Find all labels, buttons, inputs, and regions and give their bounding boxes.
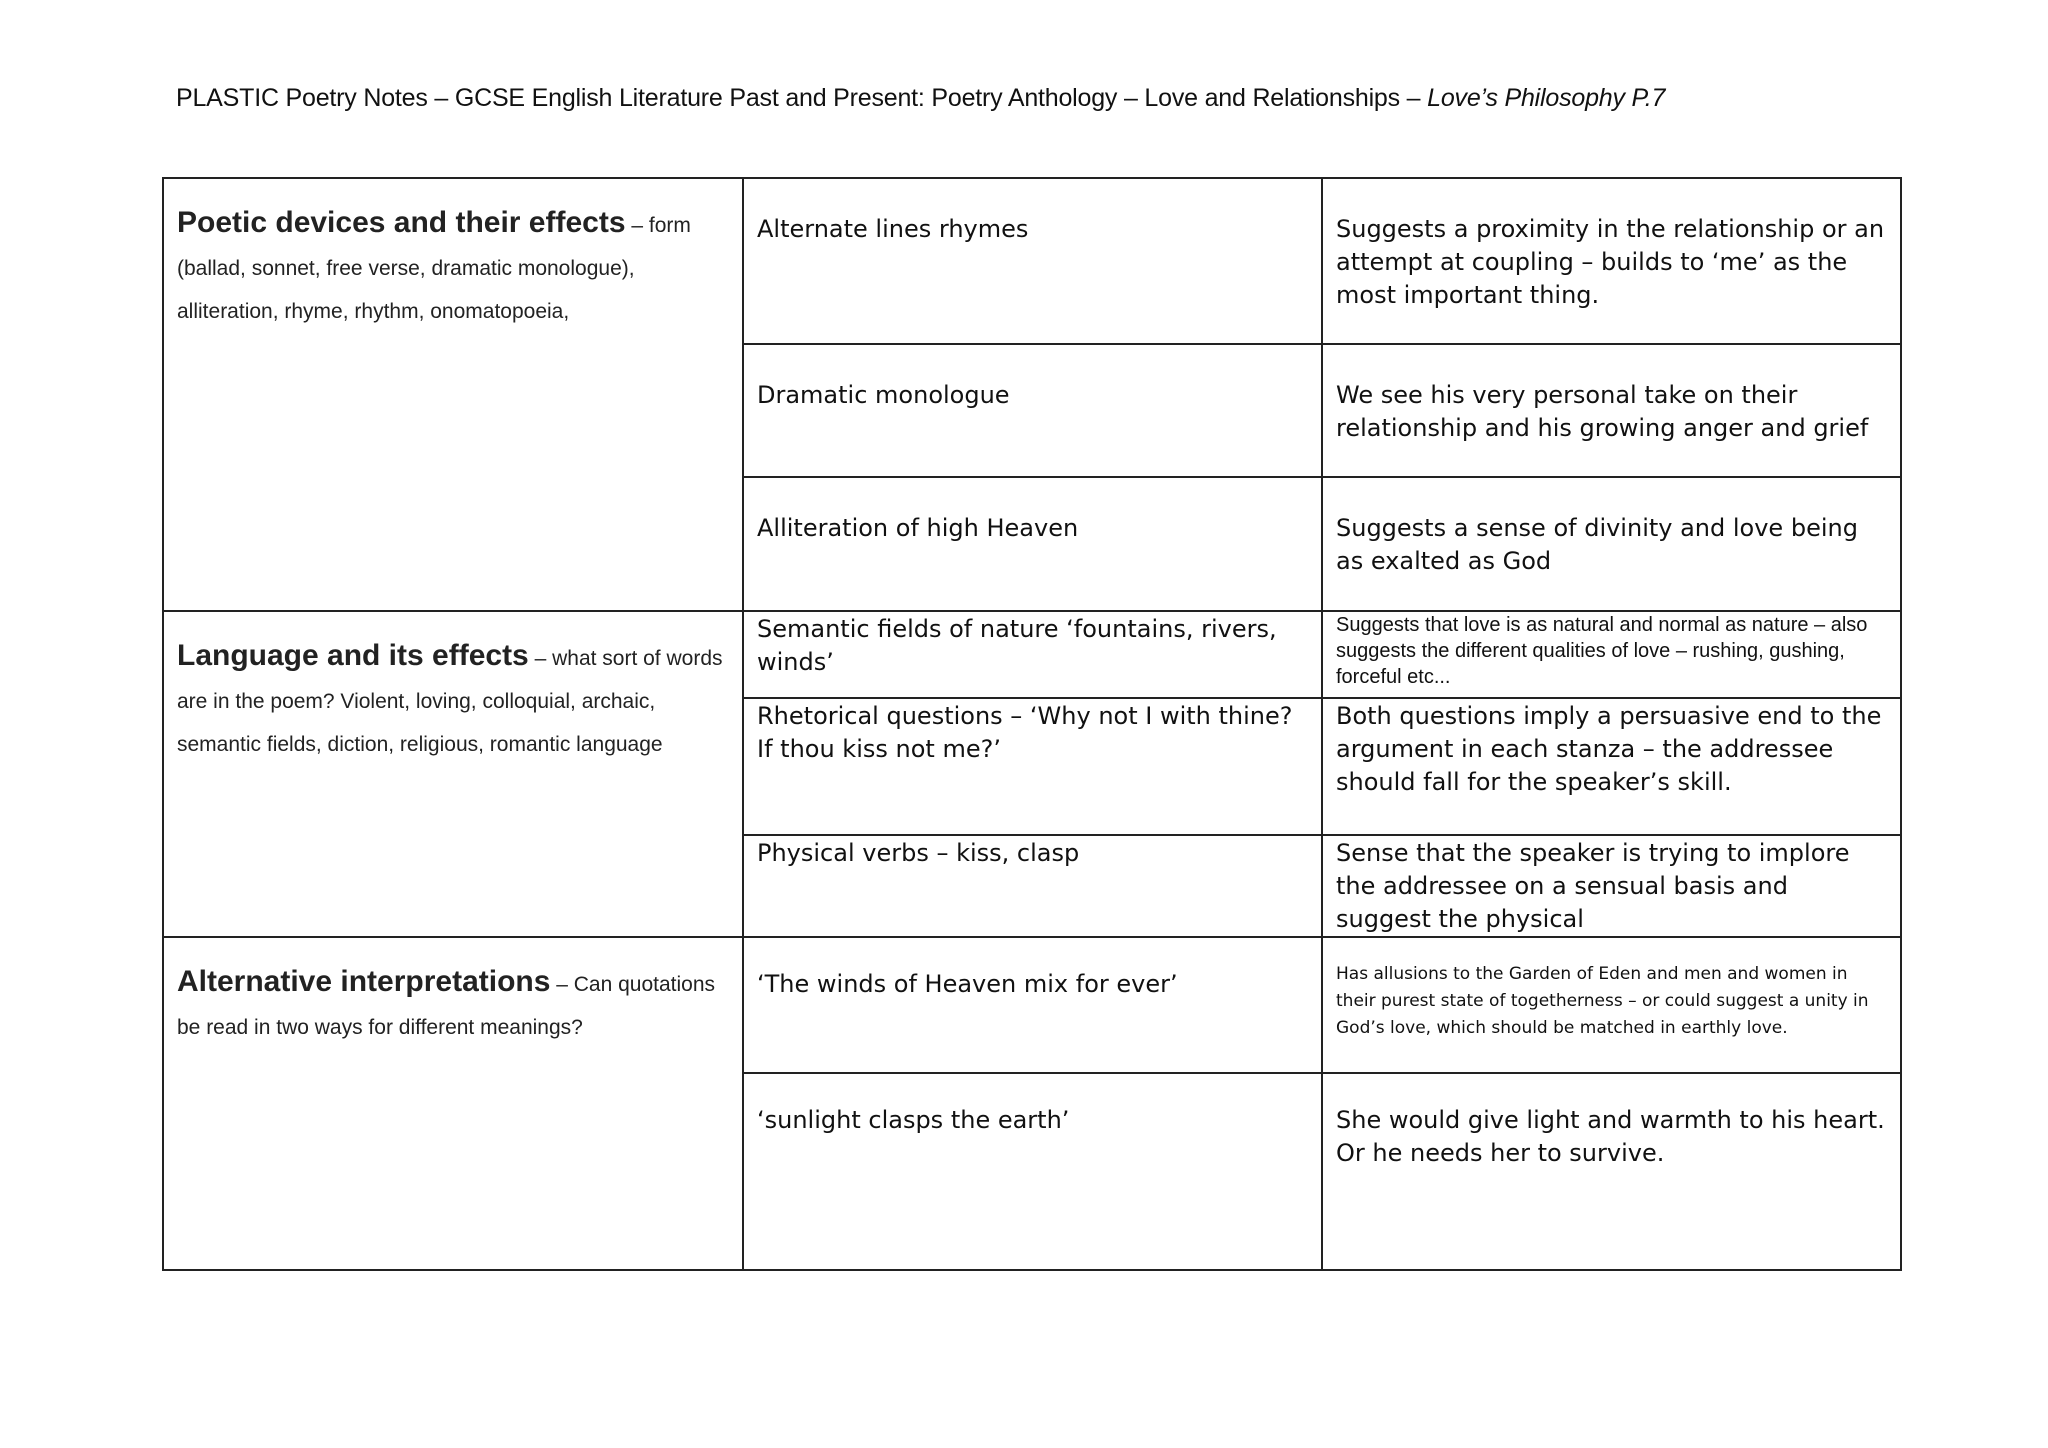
effect-cell [1322, 937, 1901, 1073]
feature-text: ‘The winds of Heaven mix for ever’ [757, 970, 1178, 998]
feature-text: Alternate lines rhymes [757, 215, 1029, 243]
effect-text: Suggests a sense of divinity and love being as exalted as God [1336, 514, 1858, 575]
effect-cell [1322, 698, 1901, 835]
header-poem-title: Love’s Philosophy P.7 [1427, 84, 1666, 112]
feature-cell [743, 178, 1322, 344]
table-row [163, 611, 1901, 698]
feature-text: Alliteration of high Heaven [757, 514, 1079, 542]
effect-text: Suggests a proximity in the relationship or an attempt at coupling – builds to ‘me’ as the most important thing. [1336, 215, 1885, 309]
effect-cell [1322, 1073, 1901, 1270]
feature-cell [743, 835, 1322, 937]
section-description: – what sort of words are in the poem? Violent, loving, colloquial, archaic, semantic fields, diction, religious, romantic language [177, 647, 723, 756]
effect-text: Suggests that love is as natural and normal as nature – also suggests the different qualities of love – rushing, gushing, forceful etc... [1336, 614, 1868, 688]
effect-cell [1322, 344, 1901, 477]
feature-text: Rhetorical questions – ‘Why not I with thine? If thou kiss not me?’ [757, 702, 1293, 763]
effect-text: Sense that the speaker is trying to implore the addressee on a sensual basis and suggest the physical [1336, 839, 1850, 933]
section-heading: Language and its effects [177, 639, 529, 672]
section-description: – Can quotations be read in two ways for different meanings? [177, 973, 716, 1039]
feature-text: Semantic fields of nature ‘fountains, rivers, winds’ [757, 615, 1277, 676]
feature-cell [743, 611, 1322, 698]
section-cell-language [163, 611, 743, 937]
feature-cell [743, 937, 1322, 1073]
section-heading: Poetic devices and their effects [177, 206, 626, 239]
effect-cell [1322, 835, 1901, 937]
section-description: – form (ballad, sonnet, free verse, dramatic monologue), alliteration, rhyme, rhythm, onomatopoeia, [177, 214, 691, 323]
feature-cell [743, 698, 1322, 835]
effect-cell [1322, 178, 1901, 344]
feature-cell [743, 1073, 1322, 1270]
section-cell-poetic-devices [163, 178, 743, 611]
table-row [163, 178, 1901, 344]
feature-cell [743, 344, 1322, 477]
feature-text: ‘sunlight clasps the earth’ [757, 1106, 1070, 1134]
feature-text: Physical verbs – kiss, clasp [757, 839, 1080, 867]
effect-cell [1322, 611, 1901, 698]
feature-text: Dramatic monologue [757, 381, 1010, 409]
header-title: PLASTIC Poetry Notes – GCSE English Literature Past and Present: Poetry Anthology – Love and Relationships – [176, 84, 1428, 112]
effect-cell [1322, 477, 1901, 611]
effect-text: She would give light and warmth to his heart. Or he needs her to survive. [1336, 1106, 1885, 1167]
table-row [163, 937, 1901, 1073]
notes-table [162, 177, 1902, 1271]
effect-text: Both questions imply a persuasive end to the argument in each stanza – the addressee should fall for the speaker’s skill. [1336, 702, 1882, 796]
feature-cell [743, 477, 1322, 611]
section-cell-alternative [163, 937, 743, 1270]
section-heading: Alternative interpretations [177, 965, 551, 998]
effect-text: Has allusions to the Garden of Eden and men and women in their purest state of togetherness – or could suggest a unity in God’s love, which should be matched in earthly love. [1336, 964, 1869, 1038]
effect-text: We see his very personal take on their relationship and his growing anger and grief [1336, 381, 1869, 442]
page-header [176, 84, 1665, 113]
